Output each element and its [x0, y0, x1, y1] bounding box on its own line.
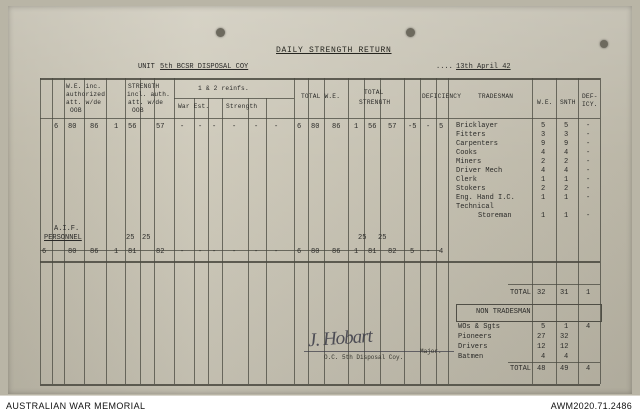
- column-rule: [578, 78, 579, 384]
- totalrow-deficiency-1: -: [426, 248, 431, 256]
- trade-name-4: Miners: [456, 158, 482, 166]
- row1-we-4: 56: [128, 123, 137, 131]
- totalrow-dash-0: -: [180, 248, 185, 256]
- non-tradesman-total-sth: 49: [560, 365, 569, 373]
- column-rule: [420, 78, 421, 384]
- table-header-rule: [40, 118, 600, 119]
- trade-def-8: -: [586, 194, 591, 202]
- header-reinfs-group: 1 & 2 reinfs.: [198, 85, 249, 92]
- trade-def-7: -: [586, 185, 591, 193]
- trade-we-1: 3: [541, 131, 546, 139]
- trade-sth-5: 4: [564, 167, 569, 175]
- non-trade-sth-1: 32: [560, 333, 569, 341]
- column-rule: [40, 78, 41, 384]
- reinfs-subheader-rule: [174, 98, 294, 99]
- trades-total-we: 32: [537, 289, 546, 297]
- header-deficiency: DEFICIENCY: [422, 93, 462, 100]
- header-reinf-strength: Strength: [226, 103, 258, 110]
- header-we-col: W.E.: [537, 99, 553, 106]
- non-trade-sth-0: 1: [564, 323, 569, 331]
- signature-note-left: O.C. 5th Disposal Coy.: [324, 354, 404, 361]
- totalrow-we-3: 1: [114, 248, 119, 256]
- unit-value: 5th BCSR DISPOSAL COY: [160, 63, 249, 71]
- trades-total-rule: [508, 284, 600, 285]
- trade-sth-1: 3: [564, 131, 569, 139]
- totalrow-total-we-0: 6: [297, 248, 302, 256]
- aif-total-1: 25: [378, 234, 387, 242]
- row1-we-5: 57: [156, 123, 165, 131]
- unit-label: UNIT: [138, 63, 155, 71]
- punch-hole-icon: [406, 28, 415, 37]
- trade-def-4: -: [586, 158, 591, 166]
- column-rule: [194, 98, 195, 384]
- row1-reinf-3: -: [232, 123, 237, 131]
- trade-we-5: 4: [541, 167, 546, 175]
- document-title: DAILY STRENGTH RETURN: [276, 46, 392, 55]
- column-rule: [448, 78, 449, 384]
- row1-total-strength-1: 56: [368, 123, 377, 131]
- totalrow-we-2: 86: [90, 248, 99, 256]
- non-trade-def-0: 4: [586, 323, 591, 331]
- header-strength-line2: incl. auth.: [127, 91, 171, 98]
- row1-reinf-0: -: [180, 123, 185, 131]
- header-strength-line3: att. w/de: [128, 99, 164, 106]
- totalrow-we-4: 81: [128, 248, 137, 256]
- column-rule: [556, 78, 557, 384]
- trade-sth-0: 5: [564, 122, 569, 130]
- footer-bar: [0, 395, 640, 420]
- non-tradesman-heading: NON TRADESMAN: [476, 308, 531, 316]
- header-tradesman: TRADESMAN: [478, 93, 514, 100]
- header-we-line3: att. w/de: [66, 99, 102, 106]
- trade-we-2: 9: [541, 140, 546, 148]
- aif-label-line1: A.I.F.: [54, 225, 80, 233]
- scanned-document-sheet: [8, 6, 632, 394]
- row1-we-0: 6: [54, 123, 59, 131]
- non-trade-sth-2: 12: [560, 343, 569, 351]
- column-rule: [380, 78, 381, 384]
- row1-reinf-5: -: [274, 123, 279, 131]
- row1-deficiency-2: 5: [439, 123, 444, 131]
- column-rule: [106, 78, 107, 384]
- column-rule: [125, 78, 126, 384]
- row1-we-2: 86: [90, 123, 99, 131]
- column-rule: [140, 78, 141, 384]
- trades-total-label: TOTAL: [510, 289, 532, 297]
- column-rule: [600, 78, 601, 384]
- trade-sth-4: 2: [564, 158, 569, 166]
- aif-value-0: 25: [126, 234, 135, 242]
- non-trade-we-1: 27: [537, 333, 546, 341]
- totalrow-dash-2: -: [212, 248, 217, 256]
- header-we-line2: authorized: [66, 91, 106, 98]
- trade-name-8: Eng. Hand I.C.: [456, 194, 515, 202]
- trade-sth-6: 1: [564, 176, 569, 184]
- trade-name-6: Clerk: [456, 176, 478, 184]
- header-sth-col: SNTH: [560, 99, 576, 106]
- trade-name-2: Carpenters: [456, 140, 499, 148]
- column-rule: [266, 98, 267, 384]
- trade-we-10: 1: [541, 212, 546, 220]
- non-trade-sth-3: 4: [564, 353, 569, 361]
- row1-reinf-2: -: [212, 123, 217, 131]
- totalrow-deficiency-0: 5: [410, 248, 415, 256]
- column-rule: [404, 78, 405, 384]
- header-total-we: TOTAL W.E.: [301, 93, 341, 100]
- column-rule: [294, 78, 295, 384]
- totalrow-dash-1: -: [198, 248, 203, 256]
- signature: J. Hobart: [307, 325, 373, 352]
- trade-def-6: -: [586, 176, 591, 184]
- non-trade-we-2: 12: [537, 343, 546, 351]
- trade-def-0: -: [586, 122, 591, 130]
- non-trade-name-0: WOs & Sgts: [458, 323, 501, 331]
- trade-name-7: Stokers: [456, 185, 486, 193]
- totalrow-we-5: 82: [156, 248, 165, 256]
- memorial-credit: AUSTRALIAN WAR MEMORIAL: [6, 401, 146, 411]
- date-leader-dots: ....: [436, 63, 453, 71]
- non-trade-name-3: Batmen: [458, 353, 484, 361]
- column-rule: [174, 78, 175, 384]
- non-tradesman-total-label: TOTAL: [510, 365, 532, 373]
- totalrow-dash-5: -: [274, 248, 279, 256]
- trade-sth-7: 2: [564, 185, 569, 193]
- row1-total-we-2: 86: [332, 123, 341, 131]
- trade-sth-3: 4: [564, 149, 569, 157]
- trade-def-5: -: [586, 167, 591, 175]
- totalrow-total-strength-0: 1: [354, 248, 359, 256]
- column-rule: [248, 98, 249, 384]
- column-rule: [208, 98, 209, 384]
- header-we-line4: OOB: [70, 107, 82, 114]
- non-tradesman-total-we: 48: [537, 365, 546, 373]
- table-top-rule: [40, 78, 600, 80]
- row1-total-we-1: 80: [311, 123, 320, 131]
- trade-we-6: 1: [541, 176, 546, 184]
- totalrow-we-0: 6: [42, 248, 47, 256]
- totalrow-dash-4: -: [254, 248, 259, 256]
- signature-note-right: Major.: [420, 348, 442, 355]
- totalrow-total-we-2: 86: [332, 248, 341, 256]
- header-strength-line1: STRENGTH: [128, 83, 160, 90]
- non-tradesman-total-rule: [508, 362, 600, 363]
- totalrow-total-we-1: 80: [311, 248, 320, 256]
- row1-total-strength-2: 57: [388, 123, 397, 131]
- trade-sth-10: 1: [564, 212, 569, 220]
- header-war-est: War Est.: [178, 103, 210, 110]
- punch-hole-icon: [216, 28, 225, 37]
- trade-we-8: 1: [541, 194, 546, 202]
- row1-deficiency-0: -5: [408, 123, 417, 131]
- punch-hole-icon: [600, 40, 608, 48]
- column-rule: [154, 78, 155, 384]
- trade-we-7: 2: [541, 185, 546, 193]
- trade-we-4: 2: [541, 158, 546, 166]
- trade-we-3: 4: [541, 149, 546, 157]
- column-rule: [52, 78, 53, 384]
- aif-total-0: 25: [358, 234, 367, 242]
- table-bottom-rule: [40, 384, 600, 386]
- totalrow-total-strength-1: 81: [368, 248, 377, 256]
- header-total-strength-line2: STRENGTH: [359, 99, 391, 106]
- trade-def-2: -: [586, 140, 591, 148]
- trade-name-3: Cooks: [456, 149, 478, 157]
- aif-label-line2: PERSONNEL: [44, 234, 82, 242]
- non-trade-name-1: Pioneers: [458, 333, 492, 341]
- header-def-col-line1: DEF-: [582, 93, 598, 100]
- trade-name-0: Bricklayer: [456, 122, 499, 130]
- accession-number: AWM2020.71.2486: [550, 401, 632, 411]
- row1-reinf-1: -: [198, 123, 203, 131]
- trade-name-1: Fitters: [456, 131, 486, 139]
- row1-reinf-4: -: [254, 123, 259, 131]
- row1-deficiency-1: -: [426, 123, 431, 131]
- trade-def-10: -: [586, 212, 591, 220]
- totalrow-total-strength-2: 82: [388, 248, 397, 256]
- trade-sth-8: 1: [564, 194, 569, 202]
- trades-total-def: 1: [586, 289, 591, 297]
- row1-we-3: 1: [114, 123, 119, 131]
- non-tradesman-total-def: 4: [586, 365, 591, 373]
- non-trade-we-3: 4: [541, 353, 546, 361]
- header-we-line1: W.E. inc.: [66, 83, 102, 90]
- trade-we-0: 5: [541, 122, 546, 130]
- column-rule: [84, 78, 85, 384]
- trade-name-9: Technical: [456, 203, 494, 211]
- row1-total-we-0: 6: [297, 123, 302, 131]
- trades-total-sth: 31: [560, 289, 569, 297]
- header-total-strength-line1: TOTAL: [364, 89, 384, 96]
- trade-def-1: -: [586, 131, 591, 139]
- totalrow-deficiency-2: 4: [439, 248, 444, 256]
- table-total-rule: [40, 261, 600, 263]
- totalrow-we-1: 80: [68, 248, 77, 256]
- header-strength-line4: OOB: [132, 107, 144, 114]
- trade-sth-2: 9: [564, 140, 569, 148]
- date-value: 13th April 42: [456, 63, 511, 71]
- totalrow-dash-3: -: [232, 248, 237, 256]
- non-trade-we-0: 5: [541, 323, 546, 331]
- header-def-col-line2: ICY.: [582, 101, 598, 108]
- non-trade-name-2: Drivers: [458, 343, 488, 351]
- trade-def-3: -: [586, 149, 591, 157]
- column-rule: [436, 78, 437, 384]
- trade-name-5: Driver Mech: [456, 167, 503, 175]
- column-rule: [222, 98, 223, 384]
- row1-total-strength-0: 1: [354, 123, 359, 131]
- aif-value-1: 25: [142, 234, 151, 242]
- row1-we-1: 80: [68, 123, 77, 131]
- trade-name-10: Storeman: [478, 212, 512, 220]
- column-rule: [532, 78, 533, 384]
